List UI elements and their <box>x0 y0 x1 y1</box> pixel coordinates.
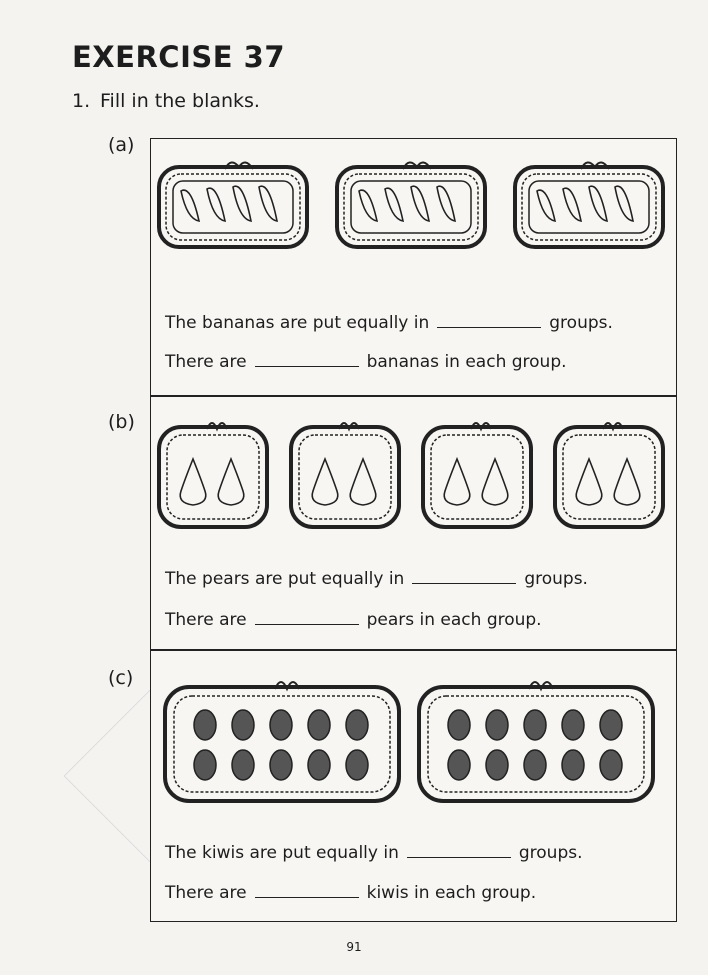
question-number: 1. <box>72 90 91 112</box>
banana-icon <box>181 190 199 221</box>
answer-blank[interactable] <box>412 569 516 584</box>
page-number: 91 <box>346 940 362 954</box>
banana-icon <box>563 188 581 221</box>
exercise-title: EXERCISE 37 <box>72 40 286 74</box>
kiwi-icon <box>562 710 584 740</box>
kiwi-icon <box>270 710 292 740</box>
pear-icon <box>444 459 470 505</box>
kiwi-icon <box>308 710 330 740</box>
sentence-text: groups. <box>518 843 583 863</box>
kiwi-icon <box>600 710 622 740</box>
basket <box>515 162 663 247</box>
basket <box>555 423 663 527</box>
sentence-text: bananas in each group. <box>366 352 567 372</box>
answer-blank[interactable] <box>407 843 511 858</box>
kiwi-icon <box>448 710 470 740</box>
sentence-text: There are <box>165 352 247 372</box>
part-a-label: (a) <box>108 134 135 156</box>
sentence-text: groups. <box>524 569 588 589</box>
basket <box>419 682 653 801</box>
part-b-line2 <box>165 610 542 630</box>
sentence-text: The pears are put equally in <box>165 569 405 589</box>
pear-icon <box>614 459 640 505</box>
kiwi-icon <box>346 750 368 780</box>
kiwi-icon <box>524 710 546 740</box>
sentence-text: kiwis in each group. <box>366 883 537 903</box>
pear-icon <box>218 459 244 505</box>
kiwi-icon <box>308 750 330 780</box>
banana-icon <box>259 186 277 221</box>
pear-icon <box>482 459 508 505</box>
sentence-text: There are <box>165 883 247 903</box>
banana-icon <box>233 186 251 221</box>
kiwi-icon <box>194 710 216 740</box>
part-a-line1 <box>165 313 613 333</box>
basket <box>165 682 399 801</box>
pear-icon <box>576 459 602 505</box>
answer-blank[interactable] <box>255 610 359 625</box>
kiwi-icon <box>486 750 508 780</box>
answer-blank[interactable] <box>255 883 359 898</box>
banana-icon <box>207 188 225 221</box>
kiwi-icon <box>232 710 254 740</box>
kiwi-icon <box>270 750 292 780</box>
pear-icon <box>350 459 376 505</box>
part-c-label: (c) <box>108 667 134 689</box>
kiwi-icon <box>600 750 622 780</box>
banana-icon <box>411 186 429 221</box>
banana-icon <box>537 190 555 221</box>
kiwi-icon <box>194 750 216 780</box>
pear-icon <box>312 459 338 505</box>
sentence-text: groups. <box>549 313 613 333</box>
banana-icon <box>359 190 377 221</box>
banana-icon <box>385 188 403 221</box>
part-b-panel <box>150 396 677 650</box>
sentence-text: The kiwis are put equally in <box>165 843 399 863</box>
basket <box>159 423 267 527</box>
part-c-line1 <box>165 843 583 863</box>
answer-blank[interactable] <box>255 352 359 367</box>
part-b-label: (b) <box>108 411 135 433</box>
part-b-line1 <box>165 569 588 589</box>
question-heading <box>72 90 260 112</box>
answer-blank[interactable] <box>437 313 541 328</box>
kiwi-icon <box>232 750 254 780</box>
part-c-line2 <box>165 883 536 903</box>
banana-icon <box>437 186 455 221</box>
kiwi-icon <box>448 750 470 780</box>
kiwi-icon <box>562 750 584 780</box>
basket <box>159 162 307 247</box>
kiwi-icon <box>346 710 368 740</box>
sentence-text: The bananas are put equally in <box>165 313 430 333</box>
basket <box>423 423 531 527</box>
kiwi-icon <box>486 710 508 740</box>
part-a-line2 <box>165 352 567 372</box>
banana-icon <box>589 186 607 221</box>
banana-icon <box>615 186 633 221</box>
part-a-panel <box>150 138 677 396</box>
basket <box>291 423 399 527</box>
pear-icon <box>180 459 206 505</box>
basket <box>337 162 485 247</box>
question-text: Fill in the blanks. <box>100 90 260 112</box>
kiwi-icon <box>524 750 546 780</box>
sentence-text: There are <box>165 610 247 630</box>
sentence-text: pears in each group. <box>366 610 542 630</box>
part-c-panel <box>150 650 677 922</box>
